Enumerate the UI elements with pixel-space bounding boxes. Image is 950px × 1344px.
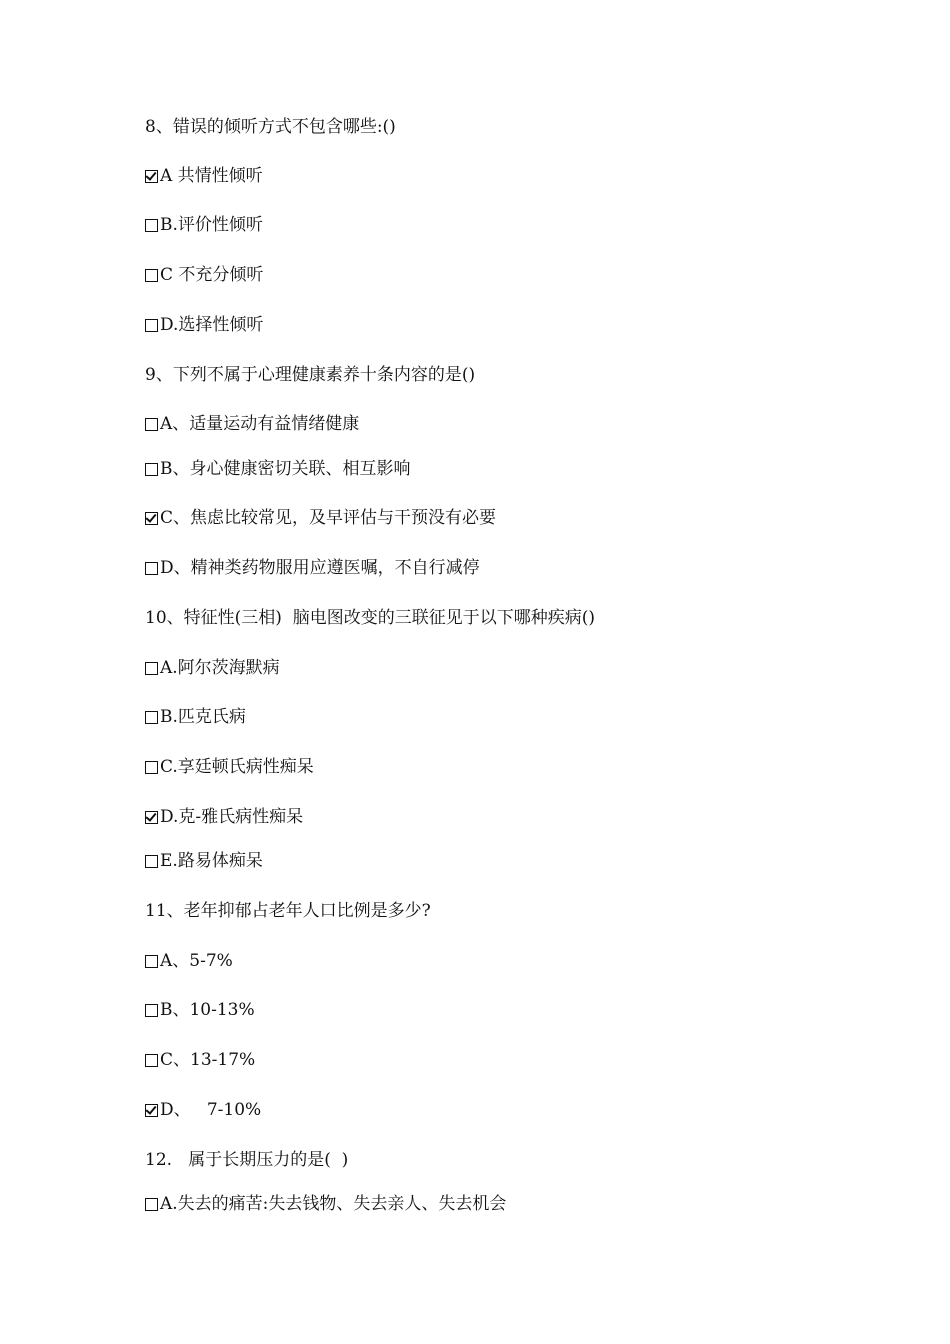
checkbox-icon[interactable] xyxy=(145,1054,158,1067)
option-label: B.评价性倾听 xyxy=(160,215,263,235)
option-label: C、13-17% xyxy=(160,1050,256,1070)
checkbox-icon[interactable] xyxy=(145,562,158,575)
option-label: B、身心健康密切关联、相互影响 xyxy=(160,459,411,479)
question-10-stem: 10、特征性(三相) 脑电图改变的三联征见于以下哪种疾病() xyxy=(145,608,595,628)
checkbox-icon[interactable] xyxy=(145,1198,158,1211)
q9-option-c[interactable] xyxy=(145,507,496,529)
option-label: D.克-雅氏病性痴呆 xyxy=(160,807,304,827)
checkbox-icon[interactable] xyxy=(145,269,158,282)
option-label: E.路易体痴呆 xyxy=(160,851,263,871)
q8-option-b[interactable] xyxy=(145,214,263,236)
option-label: A.失去的痛苦:失去钱物、失去亲人、失去机会 xyxy=(160,1194,507,1214)
question-9-stem: 9、下列不属于心理健康素养十条内容的是() xyxy=(145,365,476,385)
checkbox-icon[interactable] xyxy=(145,418,158,431)
q11-option-b[interactable] xyxy=(145,999,255,1021)
q11-option-d[interactable] xyxy=(145,1099,261,1121)
checkbox-checked-icon[interactable] xyxy=(145,170,158,183)
q10-option-c[interactable] xyxy=(145,756,314,778)
checkbox-icon[interactable] xyxy=(145,463,158,476)
checkbox-icon[interactable] xyxy=(145,955,158,968)
checkbox-icon[interactable] xyxy=(145,319,158,332)
q8-option-d[interactable] xyxy=(145,314,263,336)
option-label: C、焦虑比较常见，及早评估与干预没有必要 xyxy=(160,508,497,528)
q9-option-a[interactable] xyxy=(145,413,359,435)
q11-option-a[interactable] xyxy=(145,950,233,972)
q10-option-b[interactable] xyxy=(145,706,246,728)
option-label: A、5-7% xyxy=(160,951,233,971)
option-label: A、适量运动有益情绪健康 xyxy=(160,414,360,434)
q11-option-c[interactable] xyxy=(145,1049,255,1071)
option-label: D、 7-10% xyxy=(160,1100,262,1120)
option-label: D.选择性倾听 xyxy=(160,315,264,335)
q10-option-a[interactable] xyxy=(145,657,280,679)
checkbox-icon[interactable] xyxy=(145,711,158,724)
q12-option-a[interactable] xyxy=(145,1193,506,1215)
question-12-stem: 12. 属于长期压力的是( ) xyxy=(145,1150,349,1170)
q8-option-a[interactable] xyxy=(145,165,263,187)
checkbox-icon[interactable] xyxy=(145,662,158,675)
question-8-stem: 8、错误的倾听方式不包含哪些:() xyxy=(145,117,396,137)
checkbox-icon[interactable] xyxy=(145,855,158,868)
option-label: C.享廷顿氏病性痴呆 xyxy=(160,757,314,777)
option-label: B.匹克氏病 xyxy=(160,707,246,727)
q10-option-d[interactable] xyxy=(145,806,303,828)
checkbox-checked-icon[interactable] xyxy=(145,1104,158,1117)
q9-option-d[interactable] xyxy=(145,557,480,579)
q9-option-b[interactable] xyxy=(145,458,411,480)
q8-option-c[interactable] xyxy=(145,264,263,286)
checkbox-icon[interactable] xyxy=(145,761,158,774)
checkbox-icon[interactable] xyxy=(145,1004,158,1017)
option-label: D、精神类药物服用应遵医嘱，不自行减停 xyxy=(160,558,480,578)
checkbox-checked-icon[interactable] xyxy=(145,512,158,525)
option-label: A 共情性倾听 xyxy=(160,166,263,186)
option-label: B、10-13% xyxy=(160,1000,255,1020)
q10-option-e[interactable] xyxy=(145,850,263,872)
checkbox-icon[interactable] xyxy=(145,219,158,232)
question-11-stem: 11、老年抑郁占老年人口比例是多少? xyxy=(145,901,431,921)
option-label: C 不充分倾听 xyxy=(160,265,264,285)
checkbox-checked-icon[interactable] xyxy=(145,811,158,824)
option-label: A.阿尔茨海默病 xyxy=(160,658,280,678)
